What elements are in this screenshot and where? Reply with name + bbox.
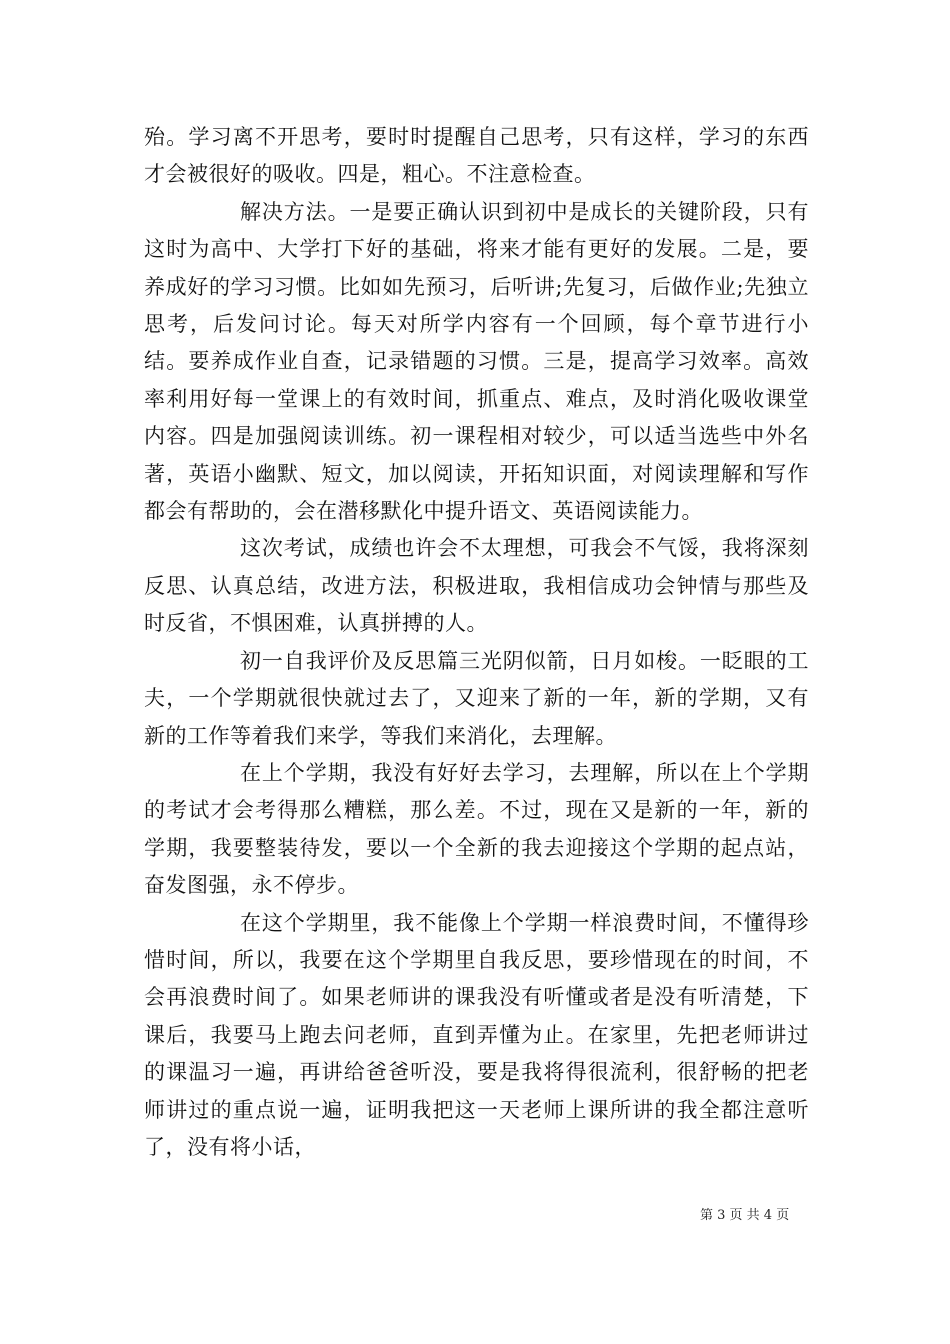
paragraph-4: 初一自我评价及反思篇三光阴似箭，日月如梭。一眨眼的工夫，一个学期就很快就过去了，又迎来了新的一年，新的学期，又有新的工作等着我们来学，等我们来消化，去理解。 (144, 648, 809, 748)
paragraph-1: 殆。学习离不开思考，要时时提醒自己思考，只有这样，学习的东西才会被很好的吸收。四是，粗心。不注意检查。 (144, 125, 809, 187)
paragraph-5: 在上个学期，我没有好好去学习，去理解，所以在上个学期的考试才会考得那么糟糕，那么差。不过，现在又是新的一年，新的学期，我要整装待发，要以一个全新的我去迎接这个学期的起点站，奋发图强，永不停步。 (144, 760, 809, 898)
paragraph-3: 这次考试，成绩也许会不太理想，可我会不气馁，我将深刻反思、认真总结，改进方法，积极进取，我相信成功会钟情与那些及时反省，不惧困难，认真拼搏的人。 (144, 536, 809, 636)
paragraph-6: 在这个学期里，我不能像上个学期一样浪费时间，不懂得珍惜时间，所以，我要在这个学期里自我反思，要珍惜现在的时间，不会再浪费时间了。如果老师讲的课我没有听懂或者是没有听清楚，下课后，我要马上跑去问老师，直到弄懂为止。在家里，先把老师讲过的课温习一遍，再讲给爸爸听没，要是我将得很流利，很舒畅的把老师讲过的重点说一遍，证明我把这一天老师上课所讲的我全都注意听了，没有将小话， (144, 910, 809, 1159)
page-number-footer: 第 3 页 共 4 页 (700, 1208, 790, 1223)
paragraph-2: 解决方法。一是要正确认识到初中是成长的关键阶段，只有这时为高中、大学打下好的基础，将来才能有更好的发展。二是，要养成好的学习习惯。比如如先预习，后听讲;先复习，后做作业;先独立思考，后发问讨论。每天对所学内容有一个回顾，每个章节进行小结。要养成作业自查，记录错题的习惯。三是，提高学习效率。高效率利用好每一堂课上的有效时间，抓重点、难点，及时消化吸收课堂内容。四是加强阅读训练。初一课程相对较少，可以适当选些中外名著，英语小幽默、短文，加以阅读，开拓知识面，对阅读理解和写作都会有帮助的，会在潜移默化中提升语文、英语阅读能力。 (144, 199, 809, 524)
body-text (144, 119, 809, 1166)
